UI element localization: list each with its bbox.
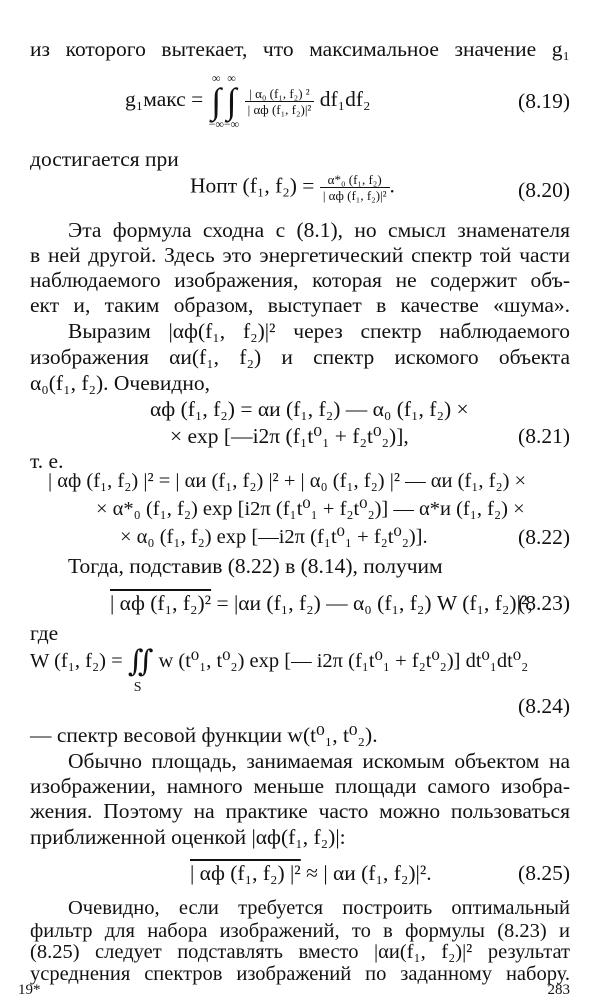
fraction — [245, 86, 315, 117]
equation-8-19 — [125, 72, 371, 130]
denominator: | αф (f₁, f₂)|² — [322, 188, 387, 203]
equation-number: (8.25) — [518, 861, 570, 885]
text-line: (8.25) следует подставлять вместо |αи(f₁, f₂)|² результат — [30, 941, 570, 963]
integrand: w (t⁰₁, t⁰₂) exp [— i2π (f₁t⁰₁ + f₂t⁰₂)] dt⁰₁dt⁰₂ — [158, 650, 529, 672]
text-line: изображения αи(f₁, f₂) и спектр искомого объекта — [30, 345, 570, 369]
equation-8-24 — [30, 645, 529, 696]
numerator: | α₀ (f₁, f₂) ² — [245, 86, 315, 102]
equation-rhs: ≈ | αи (f₁, f₂)|². — [300, 861, 432, 885]
equation-8-22-line-1: | αф (f₁, f₂) |² = | αи (f₁, f₂) |² + | α₀ (f₁, f₂) |² — αи (f₁, f₂) × — [48, 470, 527, 492]
equation-number: (8.23) — [518, 591, 570, 615]
text-line: Тогда, подставив (8.22) в (8.14), получим — [68, 554, 443, 578]
text-line: фильтр для набора изображений, то в формулы (8.23) и — [30, 920, 570, 942]
equation-number: (8.22) — [518, 525, 570, 549]
text-line: Выразим |αф(f₁, f₂)|² через спектр наблюдаемого — [68, 319, 570, 343]
text-line: ект и, таким образом, выступает в качестве «шума». — [30, 293, 570, 317]
differentials: df₁df₂ — [319, 86, 371, 111]
text-line: в ней другой. Здесь это энергетический спектр той части — [30, 243, 570, 267]
integral-sign: ∞ ∫ −∞ — [208, 71, 224, 131]
text-line: наблюдаемого изображения, которая не содержит объ- — [30, 268, 570, 292]
punctuation: . — [389, 173, 395, 198]
text-line: достигается при — [30, 147, 179, 171]
book-page — [18, 0, 570, 1000]
equation-8-23 — [110, 590, 533, 616]
equation-number: (8.20) — [518, 178, 570, 202]
equation-8-22-line-3: × α₀ (f₁, f₂) exp [—i2π (f₁t⁰₁ + f₂t⁰₂)]. — [120, 526, 428, 548]
equation-number: (8.21) — [518, 424, 570, 448]
equation-lhs: | αф (f₁, f₂)² — [110, 591, 212, 615]
equation-8-21-line-1: αф (f₁, f₂) = αи (f₁, f₂) — α₀ (f₁, f₂) × — [150, 397, 469, 421]
denominator: | αф (f₁, f₂)|² — [247, 101, 312, 117]
equation-number: (8.24) — [518, 694, 570, 718]
equation-lhs: | αф (f₁, f₂) |² — [190, 861, 301, 885]
equation-rhs: = |αи (f₁, f₂) — α₀ (f₁, f₂) W (f₁, f₂)|², — [211, 591, 533, 615]
text-line: где — [30, 621, 59, 645]
integration-domain: S — [133, 680, 142, 696]
text-line: α₀(f₁, f₂). Очевидно, — [30, 371, 210, 395]
equation-lhs: W (f₁, f₂) = — [30, 650, 123, 672]
numerator: α*₀ (f₁, f₂) — [320, 172, 390, 188]
text-line: т. е. — [30, 449, 64, 473]
equation-lhs: Hопт (f₁, f₂) = — [190, 173, 315, 198]
page-number: 283 — [547, 982, 570, 998]
text-line: жения. Поэтому на практике часто можно пользоваться — [30, 799, 570, 823]
text-line: усреднения спектров изображений по заданному набору. — [30, 963, 570, 985]
text-line: приближенной оценкой |αф(f₁, f₂)|: — [30, 825, 346, 849]
integral-sign: ∞ ∫ −∞ — [223, 71, 240, 131]
equation-8-20 — [190, 172, 395, 203]
text-line: Эта формула сходна с (8.1), но смысл знаменателя — [68, 218, 570, 242]
text-line: из которого вытекает, что максимальное значение g₁ — [30, 37, 570, 61]
equation-lhs: g₁макс = — [125, 86, 204, 111]
text-line: изображении, намного меньше площади самого изобра- — [30, 774, 570, 798]
equation-8-22-line-2: × α*₀ (f₁, f₂) exp [i2π (f₁t⁰₁ + f₂t⁰₂)] — α*и (f₁, f₂) × — [96, 498, 525, 520]
text-line: Обычно площадь, занимаемая искомым объектом на — [68, 749, 570, 773]
fraction — [320, 172, 390, 203]
signature-mark: 19* — [18, 982, 41, 998]
equation-number: (8.19) — [518, 89, 570, 113]
text-line: Очевидно, если требуется построить оптимальный — [68, 897, 570, 919]
equation-8-25 — [190, 860, 432, 886]
text-line: — спектр весовой функции w(t⁰₁, t⁰₂). — [30, 723, 378, 747]
double-integral-sign: ∬ S — [128, 649, 154, 675]
equation-8-21-line-2: × exp [—i2π (f₁t⁰₁ + f₂t⁰₂)], — [170, 424, 409, 448]
